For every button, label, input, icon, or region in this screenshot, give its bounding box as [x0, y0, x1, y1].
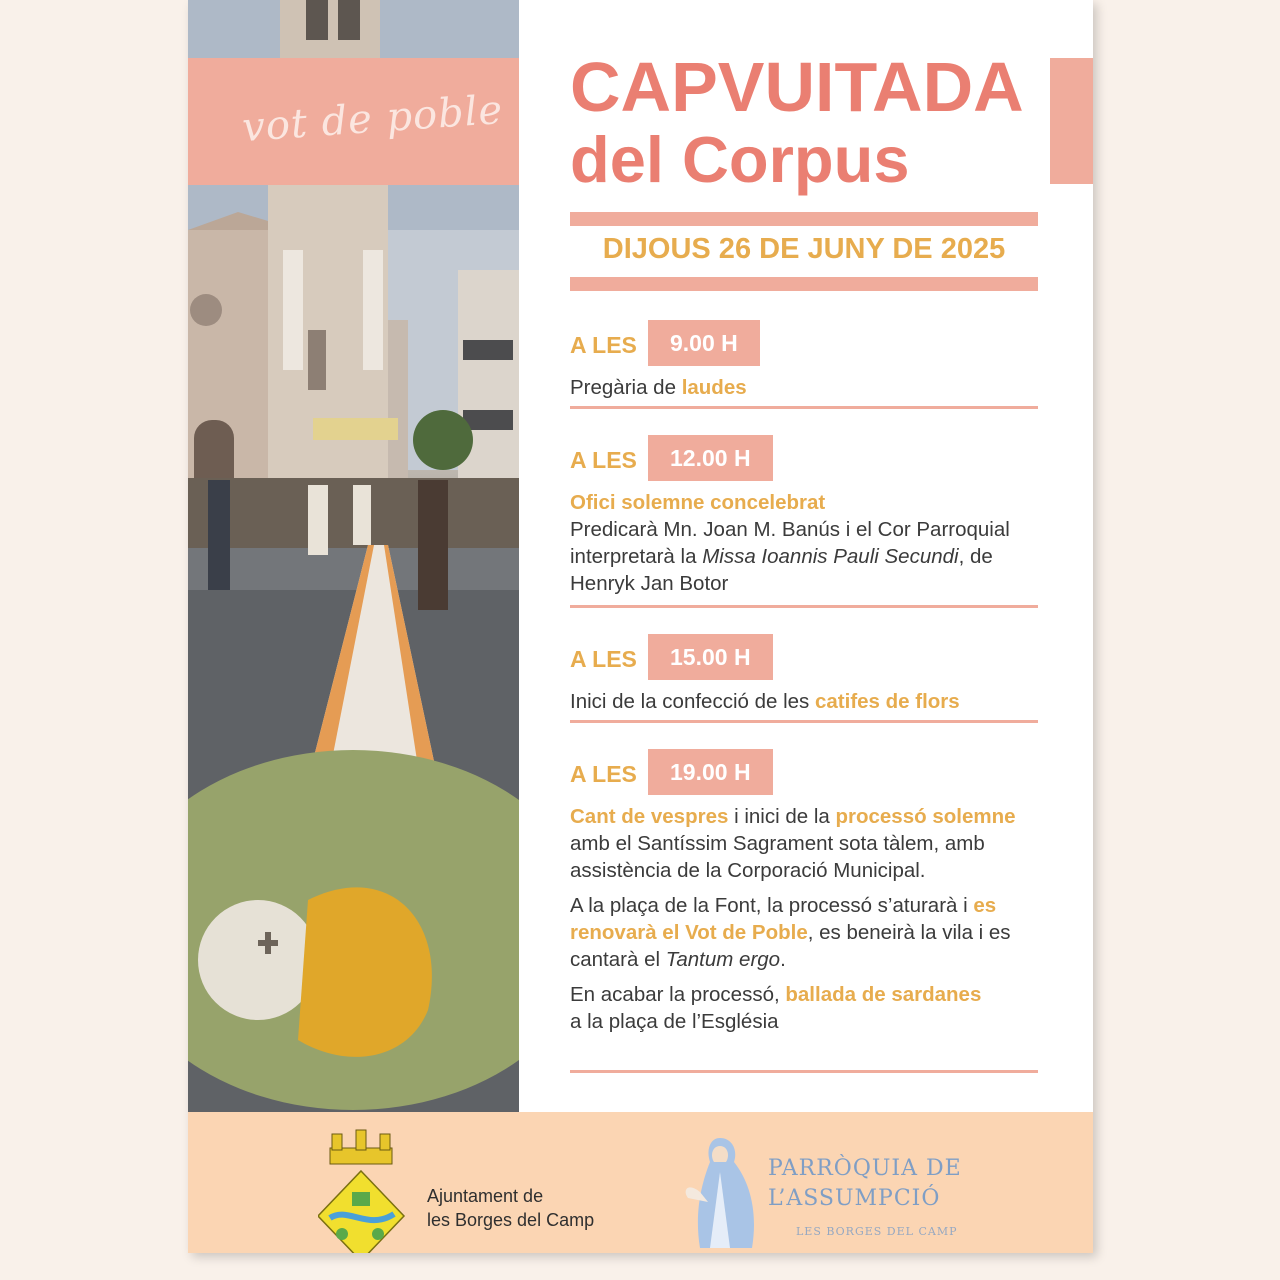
- slot-paragraph: [570, 892, 1038, 973]
- vot-de-poble-text: vot de poble: [240, 86, 505, 152]
- slot-time-badge: 9.00 H: [648, 320, 760, 366]
- ajuntament-line1: Ajuntament de: [427, 1186, 544, 1206]
- slot-divider: [570, 720, 1038, 723]
- body-text: .: [780, 948, 786, 971]
- highlight-text: processó solemne: [835, 805, 1016, 828]
- body-text: Inici de la confecció de les: [570, 690, 815, 713]
- slot-time-badge: 15.00 H: [648, 634, 773, 680]
- poster: [188, 0, 1093, 1253]
- parroquia-line1: PARRÒQUIA DE: [768, 1156, 962, 1181]
- slot-paragraph: [570, 803, 1038, 884]
- body-text: , es beneirà la vila i es cantarà el: [570, 921, 1011, 971]
- ajuntament-label: [427, 1184, 594, 1232]
- slot-prefix: A LES: [570, 447, 637, 473]
- event-date: DIJOUS 26 DE JUNY DE 2025: [602, 233, 1006, 265]
- parroquia-location: LES BORGES DEL CAMP: [796, 1225, 958, 1238]
- highlight-text: ballada de sardanes: [785, 983, 982, 1006]
- body-text: Tantum ergo: [665, 948, 781, 971]
- slot-description: [570, 688, 1038, 715]
- footer: [188, 1112, 1093, 1253]
- schedule-slot: [570, 749, 1038, 1043]
- slot-time-badge: 12.00 H: [648, 435, 773, 481]
- slot-divider: [570, 1070, 1038, 1073]
- vot-de-poble-band: [188, 58, 519, 185]
- body-text: Predicarà Mn. Joan M. Banús i el Cor Parroquial interpretarà la: [570, 518, 1010, 568]
- slot-description: [570, 374, 1038, 401]
- schedule-slot: [570, 435, 1038, 605]
- slot-time-badge: 19.00 H: [648, 749, 773, 795]
- body-text: Pregària de: [570, 376, 682, 399]
- body-text: i inici de la: [728, 805, 836, 828]
- slot-divider: [570, 605, 1038, 608]
- date-top-rule: [570, 212, 1038, 226]
- schedule-slot: [570, 320, 1038, 409]
- slot-paragraph: [570, 981, 1038, 1035]
- title-line2: del Corpus: [570, 123, 910, 196]
- slot-divider: [570, 406, 1038, 409]
- body-text: A la plaça de la Font, la processó s’aturarà i: [570, 894, 974, 917]
- slot-prefix: A LES: [570, 332, 637, 358]
- parroquia-name: [768, 1154, 962, 1214]
- highlight-text: catifes de flors: [815, 690, 960, 713]
- poster-title: [570, 48, 1070, 196]
- procession-photo: [188, 0, 519, 1112]
- schedule-slot: [570, 634, 1038, 723]
- parroquia-line2: L’ASSUMPCIÓ: [768, 1186, 941, 1211]
- slot-prefix: A LES: [570, 761, 637, 787]
- slot-paragraph: [570, 374, 1038, 401]
- highlight-text: laudes: [681, 376, 747, 399]
- body-text: amb el Santíssim Sagrament sota tàlem, amb assistència de la Corporació Municipal.: [570, 832, 985, 882]
- slot-header: [570, 749, 1038, 795]
- slot-prefix: A LES: [570, 646, 637, 672]
- title-line1: CAPVUITADA: [570, 48, 1024, 126]
- body-text: a la plaça de l’Església: [570, 1010, 779, 1033]
- slot-paragraph: [570, 688, 1038, 715]
- slot-paragraph: [570, 489, 1038, 597]
- ajuntament-line2: les Borges del Camp: [427, 1210, 595, 1230]
- slot-header: [570, 320, 1038, 366]
- body-text: , de Henryk Jan Botor: [570, 545, 993, 595]
- slot-description: [570, 489, 1038, 597]
- highlight-text: es renovarà el Vot de Poble: [570, 894, 997, 944]
- date-bottom-rule: [570, 277, 1038, 291]
- slot-header: [570, 634, 1038, 680]
- highlight-text: Ofici solemne concelebrat: [570, 491, 826, 514]
- slot-description: [570, 803, 1038, 1035]
- coat-of-arms-icon: [318, 1126, 408, 1253]
- body-text: Missa Ioannis Pauli Secundi: [702, 545, 959, 568]
- body-text: En acabar la processó,: [570, 983, 786, 1006]
- slot-header: [570, 435, 1038, 481]
- title-side-band: [1050, 58, 1093, 184]
- highlight-text: Cant de vespres: [570, 805, 729, 828]
- virgin-mary-icon: [680, 1132, 770, 1252]
